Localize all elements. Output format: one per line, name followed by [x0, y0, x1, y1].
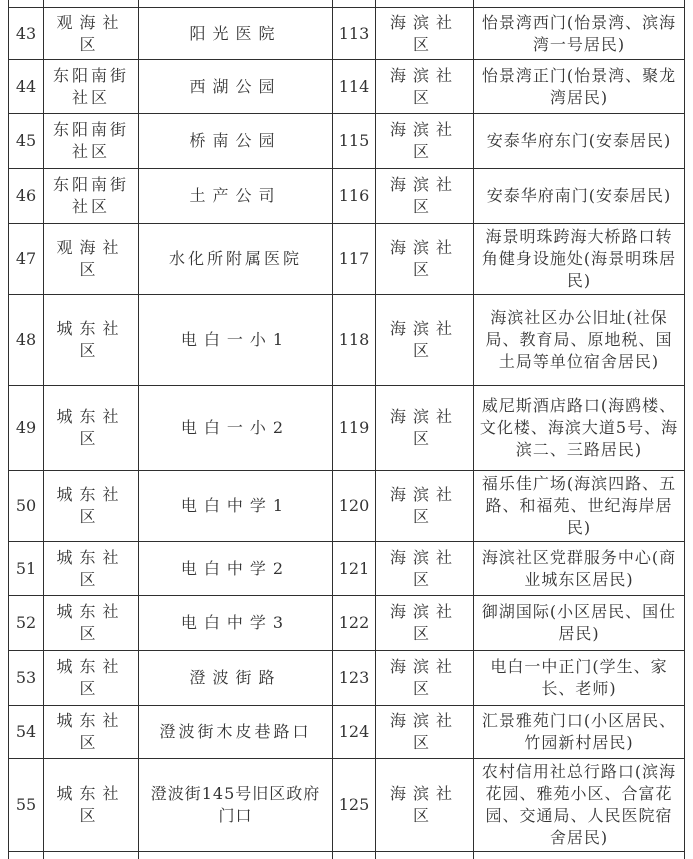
cell-no: 50 — [9, 471, 44, 542]
cell-no2: 113 — [333, 8, 376, 60]
cell-no2: 114 — [333, 60, 376, 114]
cell-location: 电白中学3 — [139, 596, 333, 651]
cell-location2: 怡景湾正门(怡景湾、聚龙湾居民) — [474, 60, 685, 114]
cell-location2: 威尼斯酒店路口(海鸥楼、文化楼、海滨大道5号、海滨二、三路居民) — [474, 386, 685, 471]
cell-community: 东阳南街社区 — [44, 60, 139, 114]
cell-community: 城东社区 — [44, 471, 139, 542]
cell-no: 43 — [9, 8, 44, 60]
cell-community: 城东社区 — [44, 386, 139, 471]
site-list-table — [8, 0, 685, 859]
table-row — [9, 60, 685, 114]
table-body — [9, 0, 685, 859]
cell-community2: 海滨社区 — [376, 759, 474, 852]
cell-no2: 120 — [333, 471, 376, 542]
cell-community2: 海滨社区 — [376, 60, 474, 114]
table-row — [9, 759, 685, 852]
empty-cell — [9, 0, 44, 8]
cell-community: 城东社区 — [44, 596, 139, 651]
table-row — [9, 114, 685, 169]
table-row — [9, 224, 685, 295]
cell-location: 电白一小2 — [139, 386, 333, 471]
cell-no: 54 — [9, 706, 44, 759]
cell-location: 澄波街145号旧区政府门口 — [139, 759, 333, 852]
table-row — [9, 596, 685, 651]
cell-community2: 海滨社区 — [376, 471, 474, 542]
cell-location: 电白中学1 — [139, 471, 333, 542]
cell-location2: 安泰华府东门(安泰居民) — [474, 114, 685, 169]
cell-no: 53 — [9, 651, 44, 706]
empty-cell — [9, 852, 44, 859]
cell-location: 电白一小1 — [139, 295, 333, 386]
cell-no2: 121 — [333, 542, 376, 596]
cell-community: 城东社区 — [44, 295, 139, 386]
cell-no2: 123 — [333, 651, 376, 706]
cell-community2: 海滨社区 — [376, 8, 474, 60]
cell-community2: 海滨社区 — [376, 114, 474, 169]
cell-location2: 农村信用社总行路口(滨海花园、雅苑小区、合富花园、交通局、人民医院宿舍居民) — [474, 759, 685, 852]
cell-community2: 海滨社区 — [376, 295, 474, 386]
empty-cell — [376, 0, 474, 8]
cell-location2: 电白一中正门(学生、家长、老师) — [474, 651, 685, 706]
table-row — [9, 386, 685, 471]
cell-no: 51 — [9, 542, 44, 596]
cell-no: 48 — [9, 295, 44, 386]
cell-community: 观海社区 — [44, 224, 139, 295]
cell-no: 46 — [9, 169, 44, 224]
table-row — [9, 706, 685, 759]
cell-location: 电白中学2 — [139, 542, 333, 596]
table-row — [9, 295, 685, 386]
cell-location2: 福乐佳广场(海滨四路、五路、和福苑、世纪海岸居民) — [474, 471, 685, 542]
cell-no: 45 — [9, 114, 44, 169]
cell-no2: 117 — [333, 224, 376, 295]
cell-no: 44 — [9, 60, 44, 114]
cell-location: 水化所附属医院 — [139, 224, 333, 295]
cell-no2: 118 — [333, 295, 376, 386]
cell-location2: 御湖国际(小区居民、国仕居民) — [474, 596, 685, 651]
empty-cell — [139, 0, 333, 8]
cell-no2: 122 — [333, 596, 376, 651]
cell-community2: 海滨社区 — [376, 169, 474, 224]
empty-cell — [376, 852, 474, 859]
cell-community2: 海滨社区 — [376, 386, 474, 471]
cell-location2: 安泰华府南门(安泰居民) — [474, 169, 685, 224]
empty-cell — [44, 0, 139, 8]
table-row — [9, 651, 685, 706]
table-row — [9, 542, 685, 596]
cell-location: 土产公司 — [139, 169, 333, 224]
cell-location2: 海滨社区党群服务中心(商业城东区居民) — [474, 542, 685, 596]
cell-location2: 海滨社区办公旧址(社保局、教育局、原地税、国土局等单位宿舍居民) — [474, 295, 685, 386]
empty-cell — [333, 0, 376, 8]
table-row — [9, 169, 685, 224]
cell-location2: 海景明珠跨海大桥路口转角健身设施处(海景明珠居民) — [474, 224, 685, 295]
cell-community: 城东社区 — [44, 759, 139, 852]
cell-community2: 海滨社区 — [376, 706, 474, 759]
empty-cell — [139, 852, 333, 859]
cell-no: 55 — [9, 759, 44, 852]
cell-no2: 125 — [333, 759, 376, 852]
partial-row-top — [9, 0, 685, 8]
cell-community: 城东社区 — [44, 542, 139, 596]
cell-location2: 汇景雅苑门口(小区居民、竹园新村居民) — [474, 706, 685, 759]
cell-community2: 海滨社区 — [376, 224, 474, 295]
cell-no2: 119 — [333, 386, 376, 471]
empty-cell — [333, 852, 376, 859]
cell-location: 澄波街木皮巷路口 — [139, 706, 333, 759]
cell-no2: 116 — [333, 169, 376, 224]
cell-community: 城东社区 — [44, 706, 139, 759]
cell-location: 西湖公园 — [139, 60, 333, 114]
cell-no: 52 — [9, 596, 44, 651]
table-row — [9, 8, 685, 60]
cell-location: 澄波街路 — [139, 651, 333, 706]
empty-cell — [44, 852, 139, 859]
cell-community: 城东社区 — [44, 651, 139, 706]
cell-location: 阳光医院 — [139, 8, 333, 60]
partial-row-bottom — [9, 852, 685, 859]
cell-no2: 115 — [333, 114, 376, 169]
cell-no: 49 — [9, 386, 44, 471]
cell-community: 观海社区 — [44, 8, 139, 60]
cell-community2: 海滨社区 — [376, 651, 474, 706]
cell-community: 东阳南街社区 — [44, 169, 139, 224]
empty-cell — [474, 852, 685, 859]
cell-no2: 124 — [333, 706, 376, 759]
cell-community2: 海滨社区 — [376, 542, 474, 596]
cell-community2: 海滨社区 — [376, 596, 474, 651]
table-row — [9, 471, 685, 542]
cell-community: 东阳南街社区 — [44, 114, 139, 169]
cell-location: 桥南公园 — [139, 114, 333, 169]
cell-no: 47 — [9, 224, 44, 295]
cell-location2: 怡景湾西门(怡景湾、滨海湾一号居民) — [474, 8, 685, 60]
empty-cell — [474, 0, 685, 8]
